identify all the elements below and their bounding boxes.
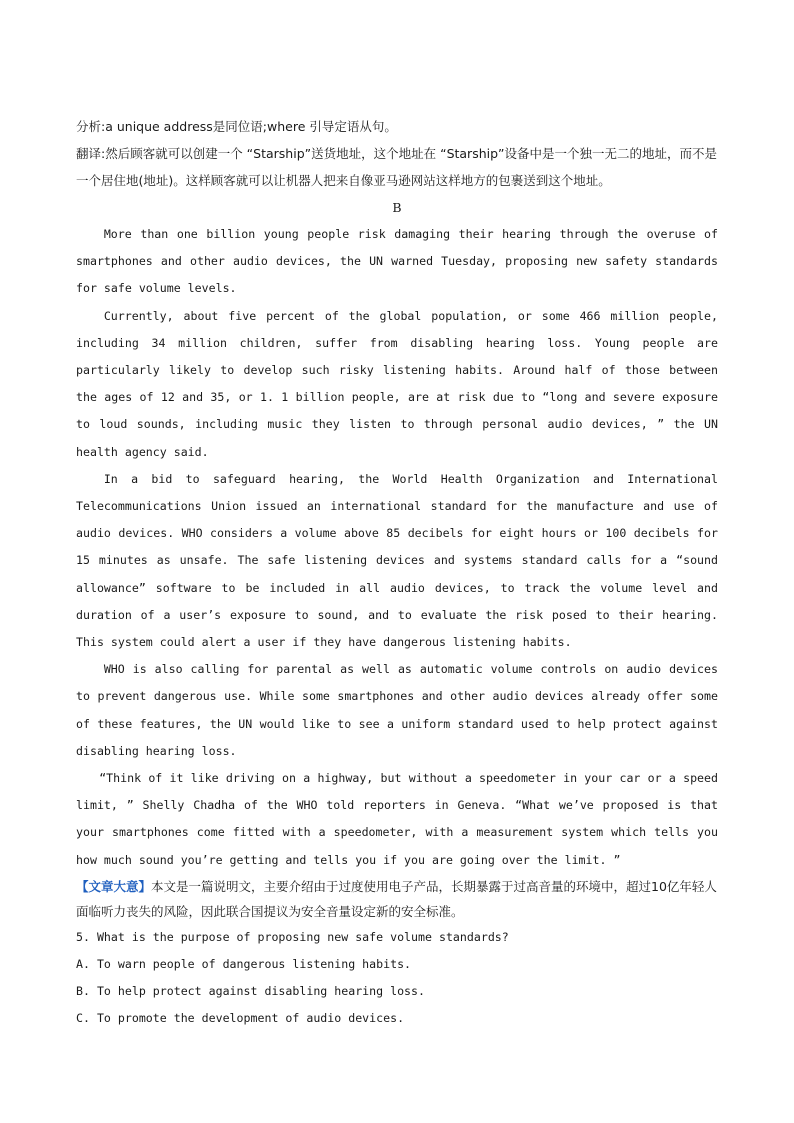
- summary-tag: 【文章大意】: [76, 878, 152, 894]
- summary-text: 本文是一篇说明文，主要介绍由于过度使用电子产品，长期暴露于过高音量的环境中，超过10亿年轻人面临听力丧失的风险，因此联合国提议为安全音量设定新的安全标准。: [76, 878, 717, 919]
- analysis-line: 分析:a unique address是同位语;where 引导定语从句。: [76, 119, 397, 134]
- question-option-c: C. To promote the development of audio devices.: [76, 1010, 405, 1025]
- passage-paragraph-4: WHO is also calling for parental as well as automatic volume controls on audio devices to prevent dangerous use. While some smartphones and other audio devices already offer some of these features, the UN would like to see a uniform standard used to help protect against disabling hearing loss.: [76, 662, 718, 758]
- question-option-a: A. To warn people of dangerous listening habits.: [76, 956, 412, 971]
- passage-paragraph-2: Currently, about five percent of the global population, or some 466 million people, including 34 million children, suffer from disabling hearing loss. Young people are particularly likely to develop such risky listening habits. Around half of those between the ages of 12 and 35, or 1. 1 billion people, are at risk due to “long and severe exposure to loud sounds, including music they listen to through personal audio devices, ” the UN health agency said.: [76, 308, 718, 459]
- passage-paragraph-5: “Think of it like driving on a highway, but without a speedometer in your car or a speed limit, ” Shelly Chadha of the WHO told reporters in Geneva. “What we’ve proposed is that your smartphones come fitted with a speedometer, with a measurement system which tells you how much sound you’re getting and tells you if you are going over the limit. ”: [76, 771, 718, 867]
- question-option-b: B. To help protect against disabling hearing loss.: [76, 983, 426, 998]
- article-summary: [76, 874, 718, 924]
- passage-paragraph-1: More than one billion young people risk damaging their hearing through the overuse of smartphones and other audio devices, the UN warned Tuesday, proposing new safety standards for safe volume levels.: [76, 227, 718, 296]
- document-page: [76, 113, 718, 1032]
- section-label: B: [392, 200, 402, 215]
- passage-paragraph-3: In a bid to safeguard hearing, the World Health Organization and International Telecommunications Union issued an international standard for the manufacture and use of audio devices. WHO considers a volume above 85 decibels for eight hours or 100 decibels for 15 minutes as unsafe. The safe listening devices and systems standard calls for a “sound allowance” software to be included in all audio devices, to track the volume level and duration of a user’s exposure to sound, and to evaluate the risk posed to their hearing. This system could alert a user if they have dangerous listening habits.: [76, 471, 718, 650]
- question-stem: 5. What is the purpose of proposing new safe volume standards?: [76, 929, 509, 944]
- translation-paragraph: 翻译:然后顾客就可以创建一个 “Starship”送货地址，这个地址在 “Starship”设备中是一个独一无二的地址，而不是一个居住地(地址)。这样顾客就可以让机器人把来自像亚马逊网站这样地方的包裹送到这个地址。: [76, 146, 718, 188]
